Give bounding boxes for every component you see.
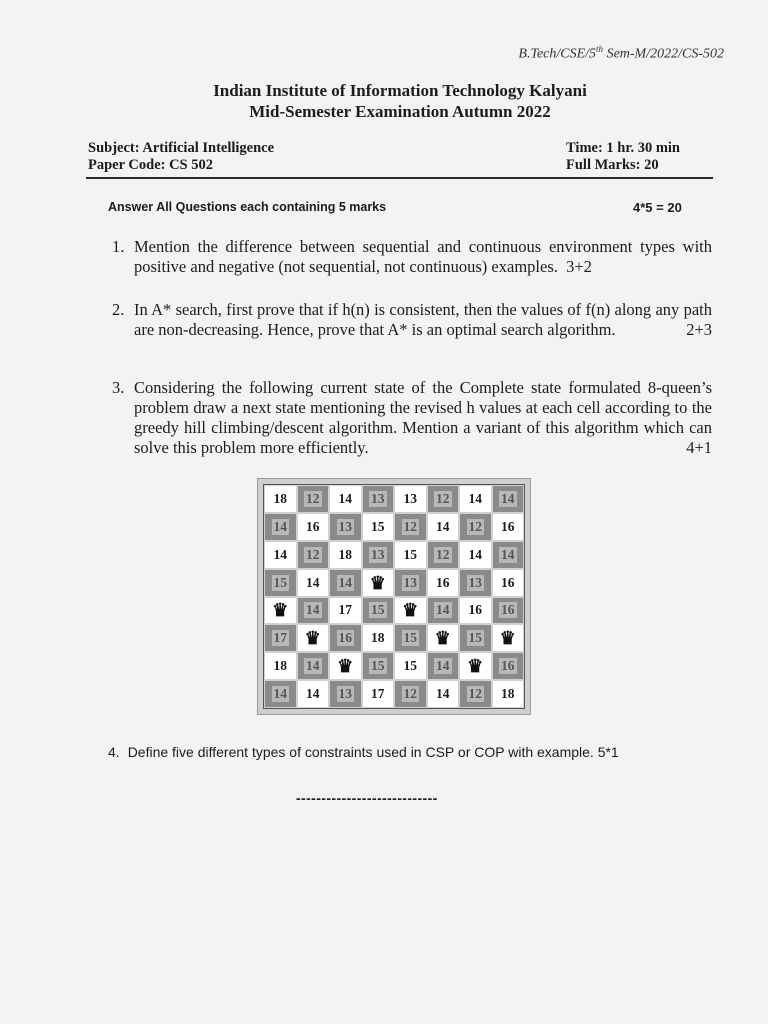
h-value-cell bbox=[329, 569, 362, 597]
h-value-cell bbox=[264, 569, 297, 597]
h-value-cell bbox=[394, 541, 427, 569]
queen-cell bbox=[329, 652, 362, 680]
h-value: 13 bbox=[468, 574, 482, 590]
paper-code: Paper Code: CS 502 bbox=[88, 157, 213, 173]
h-value: 13 bbox=[403, 490, 417, 506]
h-value-cell bbox=[362, 624, 395, 652]
question-1-marks: 3+2 bbox=[566, 257, 592, 276]
h-value-cell bbox=[362, 485, 395, 513]
h-value: 14 bbox=[306, 658, 320, 674]
h-value: 18 bbox=[371, 630, 385, 646]
h-value: 15 bbox=[371, 658, 385, 674]
exam-header bbox=[0, 80, 768, 122]
h-value-cell bbox=[459, 597, 492, 625]
h-value-cell bbox=[394, 569, 427, 597]
h-value-cell bbox=[459, 680, 492, 708]
h-value-cell bbox=[264, 680, 297, 708]
question-3-marks: 4+1 bbox=[686, 438, 712, 457]
h-value-cell bbox=[427, 597, 460, 625]
question-4: 4. Define five different types of constraints used in CSP or COP with example. 5*1 bbox=[108, 744, 619, 760]
h-value-cell bbox=[362, 652, 395, 680]
h-value: 15 bbox=[371, 518, 385, 534]
queen-icon: ♛ bbox=[272, 600, 289, 621]
h-value-cell bbox=[427, 541, 460, 569]
h-value-cell bbox=[394, 485, 427, 513]
h-value: 16 bbox=[306, 518, 320, 534]
h-value: 18 bbox=[273, 490, 287, 506]
h-value: 16 bbox=[468, 602, 482, 618]
h-value-cell bbox=[264, 652, 297, 680]
h-value-cell bbox=[459, 541, 492, 569]
question-2: 2. In A* search, first prove that if h(n) is consistent, then the values of f(n) along any path are non-decreasing. Hence, prove that A* is an optimal search algorithm. 2+3 bbox=[112, 300, 712, 339]
h-value-cell bbox=[297, 513, 330, 541]
queen-icon: ♛ bbox=[434, 628, 451, 649]
h-value-cell bbox=[492, 485, 525, 513]
h-value: 14 bbox=[436, 602, 450, 618]
h-value: 13 bbox=[338, 518, 352, 534]
question-1: 1. Mention the difference between sequential and continuous environment types with positive and negative (not sequential, not continuous) examples. 3+2 bbox=[112, 237, 712, 276]
h-value: 12 bbox=[403, 518, 417, 534]
h-value: 14 bbox=[501, 546, 515, 562]
h-value-cell bbox=[329, 597, 362, 625]
header-rule bbox=[86, 177, 713, 179]
h-value: 13 bbox=[371, 490, 385, 506]
h-value: 16 bbox=[436, 574, 450, 590]
h-value-cell bbox=[297, 680, 330, 708]
h-value-cell bbox=[427, 652, 460, 680]
h-value: 16 bbox=[338, 630, 352, 646]
h-value: 14 bbox=[468, 490, 482, 506]
h-value-cell bbox=[297, 597, 330, 625]
h-value: 14 bbox=[273, 518, 287, 534]
h-value: 12 bbox=[468, 686, 482, 702]
h-value-cell bbox=[297, 569, 330, 597]
subject: Subject: Artificial Intelligence bbox=[88, 140, 275, 156]
h-value: 17 bbox=[273, 630, 287, 646]
h-value-cell bbox=[264, 513, 297, 541]
h-value-cell bbox=[394, 513, 427, 541]
h-value: 13 bbox=[403, 574, 417, 590]
h-value: 16 bbox=[501, 658, 515, 674]
h-value-cell bbox=[492, 652, 525, 680]
h-value-cell bbox=[427, 569, 460, 597]
h-value-cell bbox=[459, 624, 492, 652]
h-value: 14 bbox=[436, 658, 450, 674]
h-value: 14 bbox=[338, 574, 352, 590]
end-of-paper-line: ---------------------------- bbox=[296, 790, 438, 806]
h-value-cell bbox=[362, 680, 395, 708]
h-value: 13 bbox=[338, 686, 352, 702]
h-value: 17 bbox=[338, 602, 352, 618]
h-value: 12 bbox=[436, 546, 450, 562]
h-value: 13 bbox=[371, 546, 385, 562]
h-value-cell bbox=[427, 485, 460, 513]
queen-icon: ♛ bbox=[369, 572, 386, 593]
h-value: 15 bbox=[403, 630, 417, 646]
h-value-cell bbox=[329, 680, 362, 708]
h-value: 17 bbox=[371, 686, 385, 702]
h-value-cell bbox=[394, 680, 427, 708]
h-value-cell bbox=[329, 485, 362, 513]
h-value-cell bbox=[362, 597, 395, 625]
h-value: 12 bbox=[468, 518, 482, 534]
h-value: 12 bbox=[306, 546, 320, 562]
h-value: 12 bbox=[436, 490, 450, 506]
queen-icon: ♛ bbox=[402, 600, 419, 621]
h-value: 18 bbox=[338, 546, 352, 562]
institute-name: Indian Institute of Information Technology Kalyani bbox=[213, 81, 587, 100]
course-code-ref: B.Tech/CSE/5th Sem-M/2022/CS-502 bbox=[518, 44, 724, 62]
h-value: 15 bbox=[371, 602, 385, 618]
h-value-cell bbox=[459, 569, 492, 597]
h-value-cell bbox=[394, 624, 427, 652]
h-value: 14 bbox=[338, 490, 352, 506]
h-value: 18 bbox=[273, 658, 287, 674]
h-value-cell bbox=[264, 485, 297, 513]
h-value-cell bbox=[329, 624, 362, 652]
h-value-cell bbox=[362, 541, 395, 569]
h-value: 12 bbox=[403, 686, 417, 702]
h-value-cell bbox=[264, 541, 297, 569]
h-value-cell bbox=[297, 652, 330, 680]
h-value: 15 bbox=[273, 574, 287, 590]
h-value: 14 bbox=[436, 686, 450, 702]
h-value-cell bbox=[362, 513, 395, 541]
exam-title: Mid-Semester Examination Autumn 2022 bbox=[249, 102, 551, 121]
h-value-cell bbox=[492, 569, 525, 597]
queen-cell bbox=[362, 569, 395, 597]
h-value: 12 bbox=[306, 490, 320, 506]
h-value: 15 bbox=[403, 658, 417, 674]
queen-icon: ♛ bbox=[337, 656, 354, 677]
queen-icon: ♛ bbox=[467, 656, 484, 677]
h-value: 14 bbox=[273, 546, 287, 562]
h-value-cell bbox=[297, 485, 330, 513]
time-allowed: Time: 1 hr. 30 min bbox=[566, 140, 680, 156]
h-value-cell bbox=[264, 624, 297, 652]
queen-icon: ♛ bbox=[304, 628, 321, 649]
h-value: 14 bbox=[306, 602, 320, 618]
h-value-cell bbox=[297, 541, 330, 569]
question-2-marks: 2+3 bbox=[686, 320, 712, 339]
h-value-cell bbox=[329, 541, 362, 569]
eight-queens-board bbox=[263, 484, 525, 709]
queen-cell bbox=[492, 624, 525, 652]
h-value-cell bbox=[427, 680, 460, 708]
h-value-cell bbox=[492, 513, 525, 541]
queen-cell bbox=[427, 624, 460, 652]
h-value-cell bbox=[492, 680, 525, 708]
queen-icon: ♛ bbox=[499, 628, 516, 649]
queen-cell bbox=[264, 597, 297, 625]
h-value: 14 bbox=[306, 686, 320, 702]
h-value: 14 bbox=[501, 490, 515, 506]
h-value: 15 bbox=[468, 630, 482, 646]
h-value-cell bbox=[459, 513, 492, 541]
instruction-marks: 4*5 = 20 bbox=[633, 200, 682, 215]
h-value-cell bbox=[394, 652, 427, 680]
h-value: 18 bbox=[501, 686, 515, 702]
h-value-cell bbox=[459, 485, 492, 513]
h-value: 14 bbox=[468, 546, 482, 562]
instruction: Answer All Questions each containing 5 marks bbox=[108, 200, 387, 214]
h-value: 15 bbox=[403, 546, 417, 562]
queen-cell bbox=[394, 597, 427, 625]
full-marks: Full Marks: 20 bbox=[566, 157, 659, 173]
h-value: 14 bbox=[306, 574, 320, 590]
queen-cell bbox=[297, 624, 330, 652]
h-value-cell bbox=[427, 513, 460, 541]
h-value: 16 bbox=[501, 602, 515, 618]
h-value-cell bbox=[492, 541, 525, 569]
h-value: 16 bbox=[501, 518, 515, 534]
h-value-cell bbox=[492, 597, 525, 625]
question-3: 3. Considering the following current state of the Complete state formulated 8-queen’s problem draw a next state mentioning the revised h values at each cell according to the greedy hill climbing/descent algorithm. Mention a variant of this algorithm which can solve this problem more efficiently. 4+1 bbox=[112, 378, 712, 457]
h-value: 16 bbox=[501, 574, 515, 590]
queen-cell bbox=[459, 652, 492, 680]
eight-queens-board-frame bbox=[257, 478, 531, 715]
h-value: 14 bbox=[273, 686, 287, 702]
h-value-cell bbox=[329, 513, 362, 541]
h-value: 14 bbox=[436, 518, 450, 534]
